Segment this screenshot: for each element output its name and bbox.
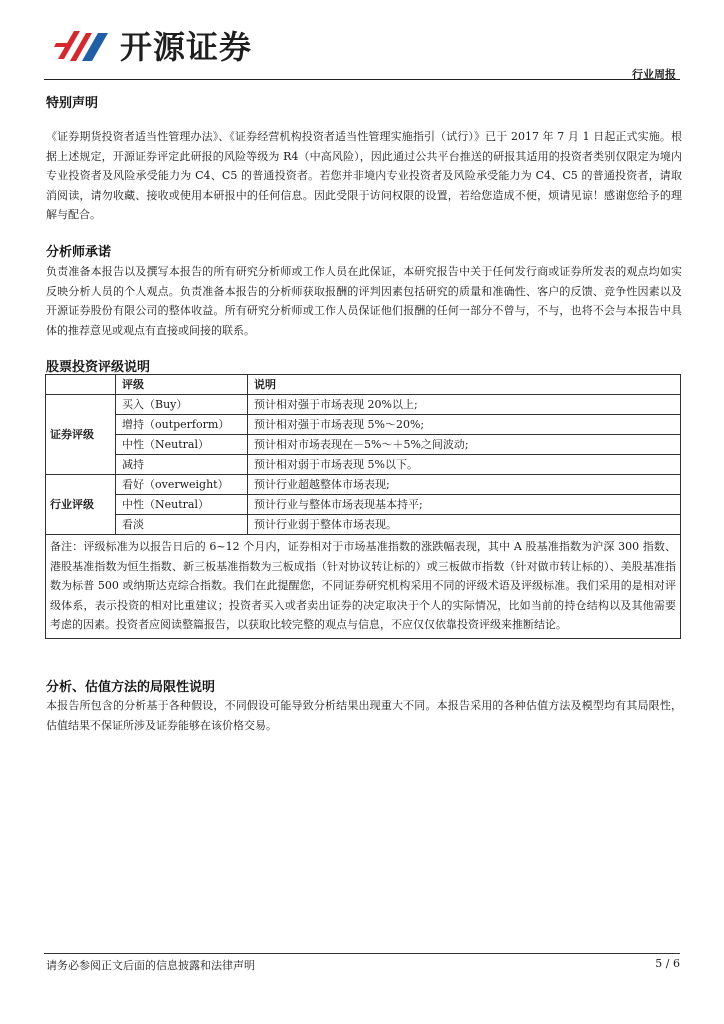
rating-value: 中性（Neutral） [116,435,248,455]
industry-rating-category: 行业评级 [46,475,116,535]
header-description: 说明 [248,375,681,395]
special-statement-body: 《证券期货投资者适当性管理办法》、《证券经营机构投资者适当性管理实施指引（试行）》已于 2017 年 7 月 1 日起正式实施。根据上述规定，开源证券评定此研报的风险等级为 R4（中高风险），因此通过公共平台推送的研报其适用的投资者类别仅限定为境内专业投资者及风险承受能力为 C4、C5 的普通投资者。若您并非境内专业投资者及风险承受能力为 C4、C5 的普通投资者，请取消阅读，请勿收藏、接收或使用本研报中的任何信息。因此受限于访问权限的设置，若给您造成不便，烦请见谅！感谢您给予的理解与配合。 [46,130,682,222]
rating-description: 预计行业弱于整体市场表现。 [248,515,681,535]
valuation-limits-body: 本报告所包含的分析基于各种假设，不同假设可能导致分析结果出现重大不同。本报告采用的各种估值方法及模型均有其局限性，估值结果不保证所涉及证券能够在该价格交易。 [46,699,682,732]
table-row [46,395,681,415]
footer-divider [44,953,680,954]
rating-section-title: 股票投资评级说明 [46,360,151,375]
table-row [46,475,681,495]
rating-description: 预计相对强于市场表现 20%以上; [248,395,681,415]
rating-table [45,374,681,639]
rating-note-row [46,535,681,639]
analyst-commitment-title: 分析师承诺 [46,245,112,260]
analyst-commitment-body: 负责准备本报告以及撰写本报告的所有研究分析师或工作人员在此保证，本研究报告中关于任何发行商或证券所发表的观点均如实反映分析人员的个人观点。负责准备本报告的分析师获取报酬的评判因素包括研究的质量和准确性、客户的反馈、竞争性因素以及开源证券股份有限公司的整体收益。所有研究分析师或工作人员保证他们报酬的任何一部分不曾与，不与，也将不会与本报告中具体的推荐意见或观点有直接或间接的联系。 [46,265,682,337]
stock-rating-category: 证券评级 [46,395,116,475]
rating-value: 买入（Buy） [116,395,248,415]
rating-note: 备注：评级标准为以报告日后的 6~12 个月内，证券相对于市场基准指数的涨跌幅表现，其中 A 股基准指数为沪深 300 指数、港股基准指数为恒生指数、新三板基准指数为三板成指（针对协议转让标的）或三板做市指数（针对做市转让标的）、美股基准指数为标普 500 或纳斯达克综合指数。我们在此提醒您，不同证券研究机构采用不同的评级术语及评级标准。我们采用的是相对评级体系，表示投资的相对比重建议；投资者买入或者卖出证券的决定取决于个人的实际情况，比如当前的持仓结构以及其他需要考虑的因素。投资者应阅读整篇报告，以获取比较完整的观点与信息，不应仅仅依靠投资评级来推断结论。 [46,535,681,639]
rating-value: 增持（outperform） [116,415,248,435]
table-row [46,515,681,535]
table-row [46,455,681,475]
brand-name: 开源证券 [120,28,253,66]
rating-table-header [46,375,681,395]
rating-description: 预计相对弱于市场表现 5%以下。 [248,455,681,475]
special-statement-title: 特别声明 [46,96,99,111]
rating-value: 看好（overweight） [116,475,248,495]
rating-value: 看淡 [116,515,248,535]
table-row [46,415,681,435]
header-divider [44,79,680,80]
rating-description: 预计行业与整体市场表现基本持平; [248,495,681,515]
table-row [46,435,681,455]
page-number: 5 / 6 [655,957,680,970]
kaiyuan-logo-icon [54,23,112,67]
brand-logo [54,20,252,70]
header-rating: 评级 [116,375,248,395]
rating-value: 减持 [116,455,248,475]
footer-disclaimer: 请务必参阅正文后面的信息披露和法律声明 [46,959,255,972]
rating-value: 中性（Neutral） [116,495,248,515]
rating-description: 预计相对市场表现在－5%～＋5%之间波动; [248,435,681,455]
valuation-limits-title: 分析、估值方法的局限性说明 [46,680,216,695]
header-blank-cell [46,375,116,395]
table-row [46,495,681,515]
document-type-label: 行业周报 [632,68,676,81]
rating-description: 预计行业超越整体市场表现; [248,475,681,495]
rating-description: 预计相对强于市场表现 5%～20%; [248,415,681,435]
